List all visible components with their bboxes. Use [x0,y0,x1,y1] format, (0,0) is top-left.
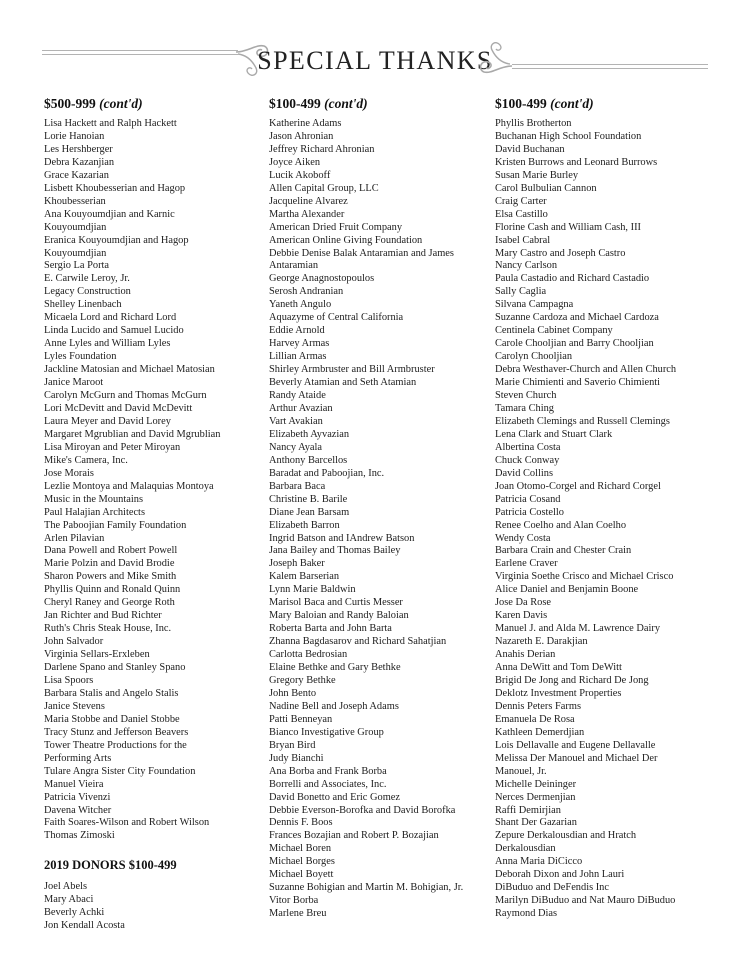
donor-name: Serosh Andranian [269,286,344,298]
donor-name: Mike's Camera, Inc. [44,454,128,466]
donor-name: Raymond Dias [495,908,558,920]
donor-name: George Anagnostopoulos [269,273,375,285]
donor-name: Debbie Denise Balak Antaramian and James [269,247,454,259]
right-double-rule-bottom [512,68,708,69]
donor-name: Brigid De Jong and Richard De Jong [495,674,649,686]
donor-name: Jon Kendall Acosta [44,920,125,932]
donor-name: Roberta Barta and John Barta [269,623,392,635]
donor-name: Joyce Aiken [269,156,321,168]
donor-name: Borrelli and Associates, Inc. [269,778,387,790]
donor-name: Manuel Vieira [44,778,104,790]
donor-name: Sharon Powers and Mike Smith [44,571,177,583]
donor-name: Silvana Campagna [495,299,574,311]
donor-name: Martha Alexander [269,208,345,220]
donor-name: Lena Clark and Stuart Clark [495,428,613,440]
donor-name: Carole Chooljian and Barry Chooljian [495,338,654,350]
donor-name: Marilyn DiBuduo and Nat Mauro DiBuduo [495,895,676,907]
donor-name: Elaine Bethke and Gary Bethke [269,662,401,674]
donor-name: Carlotta Bedrosian [269,649,348,661]
donor-name: Susan Marie Burley [495,169,579,181]
donor-name: Tulare Angra Sister City Foundation [44,765,196,777]
donor-name: Lynn Marie Baldwin [269,584,356,596]
donor-name: Linda Lucido and Samuel Lucido [44,325,184,337]
donor-name: Darlene Spano and Stanley Spano [44,662,186,674]
donor-list [44,118,259,843]
donor-name: Anthony Barcellos [269,454,348,466]
donor-name: Centinela Cabinet Company [495,325,613,337]
donor-name: David Bonetto and Eric Gomez [269,791,400,803]
donor-name: Marlene Breu [269,908,327,920]
donor-name: Sally Caglia [495,286,547,298]
donor-name: Micaela Lord and Richard Lord [44,312,177,324]
donor-column-2 [269,96,484,921]
donor-list [269,118,484,921]
donor-name: Lisa Spoors [44,674,94,686]
donor-name: Ruth's Chris Steak House, Inc. [44,623,172,635]
donor-name: Laura Meyer and David Lorey [44,415,171,427]
donor-name: DiBuduo and DeFendis Inc [495,882,609,894]
donor-name: Michael Borges [269,856,335,868]
donor-name: Lisbett Khoubesserian and Hagop [44,182,186,194]
donor-name: Diane Jean Barsam [269,506,350,518]
donor-name: Florine Cash and William Cash, III [495,221,641,233]
donor-name: Kalem Barserian [269,571,340,583]
donor-name: Emanuela De Rosa [495,713,575,725]
donor-name: Virginia Soethe Crisco and Michael Crisco [495,571,674,583]
donor-name: Patricia Costello [495,506,564,518]
donor-name: Nancy Carlson [495,260,558,272]
donor-name: Tracy Stunz and Jefferson Beavers [44,726,189,738]
page-title: SPECIAL THANKS [257,46,493,75]
donor-name: Christine B. Barile [269,493,348,505]
donor-name: Shirley Armbruster and Bill Armbruster [269,364,435,376]
section-heading-2019-donors: 2019 DONORS $100-499 [44,858,177,873]
donor-name: Randy Ataide [269,390,326,402]
donor-name: Lezlie Montoya and Malaquias Montoya [44,480,214,492]
donor-name: David Buchanan [495,143,565,155]
donor-name: Zhanna Bagdasarov and Richard Sahatjian [269,636,447,648]
donor-name: Elizabeth Clemings and Russell Clemings [495,415,670,427]
donor-name: Joan Otomo-Corgel and Richard Corgel [495,480,661,492]
donor-name: Paula Castadio and Richard Castadio [495,273,650,285]
donor-name: Les Hershberger [44,143,113,155]
donor-name: Legacy Construction [44,286,131,298]
donor-name: Bryan Bird [269,739,316,751]
donor-name: Deborah Dixon and John Lauri [495,869,625,881]
column-heading [495,96,715,112]
donor-name: Derkalousdian [495,843,556,855]
donor-name: Phyllis Brotherton [495,118,572,129]
donor-name: Tamara Ching [495,402,554,414]
donor-name: Antaramian [269,260,319,272]
donor-name: Paul Halajian Architects [44,506,145,518]
donor-name: Michelle Deininger [495,778,577,790]
donor-name: American Online Giving Foundation [269,234,423,246]
donor-name: Katherine Adams [269,118,342,129]
donor-name: Tower Theatre Productions for the [44,739,187,751]
heading-continued: (cont'd) [99,96,143,111]
donor-name: John Salvador [44,636,104,648]
donor-name: Marie Chimienti and Saverio Chimienti [495,377,661,389]
donor-name: Barbara Baca [269,480,326,492]
donor-name: Elsa Castillo [495,208,548,220]
donor-name: Faith Soares-Wilson and Robert Wilson [44,817,210,829]
donor-name: Lyles Foundation [44,351,117,363]
donor-name: Carolyn McGurn and Thomas McGurn [44,390,207,402]
donor-list [495,118,715,921]
donor-name: Steven Church [495,390,557,402]
donor-name: Carol Bulbulian Cannon [495,182,597,194]
donor-name: Nerces Dermenjian [495,791,576,803]
donor-name: Eddie Arnold [269,325,325,337]
donor-name: Anne Lyles and William Lyles [44,338,171,350]
donor-name: Patti Benneyan [269,713,333,725]
donor-name: Renee Coelho and Alan Coelho [495,519,627,531]
donor-name: Arlen Pilavian [44,532,105,544]
donor-name: Isabel Cabral [495,234,551,246]
donor-column-1 [44,96,259,933]
heading-amount: $100-499 [495,96,547,111]
donor-name: Jeffrey Richard Ahronian [269,143,375,155]
donor-name: Manouel, Jr. [495,765,547,777]
donor-name: Marisol Baca and Curtis Messer [269,597,403,609]
right-flourish-ornament [478,38,514,82]
donor-name: Beverly Atamian and Seth Atamian [269,377,417,389]
page-header [0,38,750,82]
donor-name: Chuck Conway [495,454,560,466]
donor-name: Eranica Kouyoumdjian and Hagop [44,234,189,246]
column-heading [44,96,259,112]
donor-name: Virginia Sellars-Erxleben [44,649,150,661]
donor-name: Wendy Costa [495,532,551,544]
heading-continued: (cont'd) [550,96,594,111]
donor-name: Buchanan High School Foundation [495,130,642,142]
donor-name: Lisa Miroyan and Peter Miroyan [44,441,181,453]
donor-name: Lucik Akoboff [269,169,331,181]
donor-name: Lori McDevitt and David McDevitt [44,402,193,414]
donor-name: Jan Richter and Bud Richter [44,610,162,622]
donor-name: Ana Borba and Frank Borba [269,765,387,777]
donor-name: Anna Maria DiCicco [495,856,583,868]
donor-name: Suzanne Bohigian and Martin M. Bohigian, Jr. [269,882,464,894]
donor-name: Melissa Der Manouel and Michael Der [495,752,658,764]
donor-name: Dennis F. Boos [269,817,333,829]
donor-name: Khoubesserian [44,195,106,207]
donor-name: Performing Arts [44,752,112,764]
donor-name: Sergio La Porta [44,260,110,272]
donor-name: Maria Stobbe and Daniel Stobbe [44,713,180,725]
donor-name: Albertina Costa [495,441,561,453]
donor-name: Music in the Mountains [44,493,143,505]
donor-name: Craig Carter [495,195,547,207]
donor-name: Janice Stevens [44,700,105,712]
donor-name: Zepure Derkalousdian and Hratch [495,830,637,842]
donor-name: Harvey Armas [269,338,330,350]
donor-name: Baradat and Paboojian, Inc. [269,467,385,479]
donor-name: Michael Boren [269,843,332,855]
donor-name: Mary Baloian and Randy Baloian [269,610,409,622]
heading-amount: $100-499 [269,96,321,111]
donor-name: Beverly Achki [44,907,105,919]
donor-name: Lisa Hackett and Ralph Hackett [44,118,177,129]
donor-name: Earlene Craver [495,558,558,570]
donor-name: Kouyoumdjian [44,221,107,233]
donor-name: Nazareth E. Darakjian [495,636,588,648]
donor-name: Shelley Linenbach [44,299,122,311]
donor-name: Cheryl Raney and George Roth [44,597,175,609]
donor-name: Lorie Hanoian [44,130,105,142]
donor-name: E. Carwile Leroy, Jr. [44,273,130,285]
donor-name: David Collins [495,467,554,479]
column-heading [269,96,484,112]
donor-name: Mary Castro and Joseph Castro [495,247,626,259]
donor-name: Lois Dellavalle and Eugene Dellavalle [495,739,656,751]
donor-name: John Bento [269,687,317,699]
donor-name: Joel Abels [44,881,88,893]
donor-name: Elizabeth Ayvazian [269,428,350,440]
donor-name: Elizabeth Barron [269,519,340,531]
donor-name: Bianco Investigative Group [269,726,384,738]
donor-name: Barbara Crain and Chester Crain [495,545,632,557]
donor-name: Lillian Armas [269,351,327,363]
donor-name: Jana Bailey and Thomas Bailey [269,545,401,557]
donor-name: Davena Witcher [44,804,112,816]
donor-list-2019 [44,881,259,933]
donor-name: Allen Capital Group, LLC [269,182,379,194]
donor-name: The Paboojian Family Foundation [44,519,187,531]
donor-name: Marie Polzin and David Brodie [44,558,175,570]
donor-name: Dennis Peters Farms [495,700,582,712]
donor-name: Aquazyme of Central California [269,312,404,324]
donor-name: Ana Kouyoumdjian and Karnic [44,208,175,220]
right-double-rule-top [512,64,708,65]
donor-name: Debra Kazanjian [44,156,115,168]
donor-name: Joseph Baker [269,558,325,570]
donor-name: Jacqueline Alvarez [269,195,348,207]
donor-name: Alice Daniel and Benjamin Boone [495,584,639,596]
donor-name: Nadine Bell and Joseph Adams [269,700,399,712]
donor-name: Carolyn Chooljian [495,351,573,363]
donor-name: Arthur Avazian [269,402,333,414]
donor-column-3 [495,96,715,921]
heading-continued: (cont'd) [324,96,368,111]
donor-name: Mary Abaci [44,894,94,906]
donor-name: Deklotz Investment Properties [495,687,622,699]
donor-name: Jackline Matosian and Michael Matosian [44,364,215,376]
donor-name: Margaret Mgrublian and David Mgrublian [44,428,221,440]
donor-name: Dana Powell and Robert Powell [44,545,178,557]
donor-name: Phyllis Quinn and Ronald Quinn [44,584,181,596]
donor-name: Vart Avakian [269,415,323,427]
donor-name: Thomas Zimoski [44,830,115,842]
donor-name: Yaneth Angulo [269,299,332,311]
donor-name: Vitor Borba [269,895,319,907]
heading-amount: $500-999 [44,96,96,111]
donor-name: Jason Ahronian [269,130,334,142]
donor-name: Jose Da Rose [495,597,551,609]
donor-name: Patricia Cosand [495,493,561,505]
donor-name: Michael Boyett [269,869,334,881]
donor-name: Shant Der Gazarian [495,817,577,829]
donor-name: Grace Kazarian [44,169,109,181]
donor-name: Ingrid Batson and IAndrew Batson [269,532,415,544]
donor-name: Barbara Stalis and Angelo Stalis [44,687,179,699]
donor-name: Janice Maroot [44,377,104,389]
donor-name: Suzanne Cardoza and Michael Cardoza [495,312,659,324]
donor-name: Nancy Ayala [269,441,322,453]
donor-name: American Dried Fruit Company [269,221,403,233]
donor-name: Judy Bianchi [269,752,324,764]
donor-name: Anna DeWitt and Tom DeWitt [495,662,622,674]
donor-name: Anahis Derian [495,649,556,661]
donor-name: Kathleen Demerdjian [495,726,585,738]
donor-name: Kristen Burrows and Leonard Burrows [495,156,658,168]
donor-name: Raffi Demirjian [495,804,561,816]
donor-name: Debbie Everson-Borofka and David Borofka [269,804,456,816]
donor-name: Gregory Bethke [269,674,336,686]
donor-name: Frances Bozajian and Robert P. Bozajian [269,830,439,842]
donor-name: Karen Davis [495,610,548,622]
donor-name: Manuel J. and Alda M. Lawrence Dairy [495,623,661,635]
donor-name: Jose Morais [44,467,94,479]
donor-name: Kouyoumdjian [44,247,107,259]
donor-name: Patricia Vivenzi [44,791,111,803]
donor-name: Debra Westhaver-Church and Allen Church [495,364,677,376]
